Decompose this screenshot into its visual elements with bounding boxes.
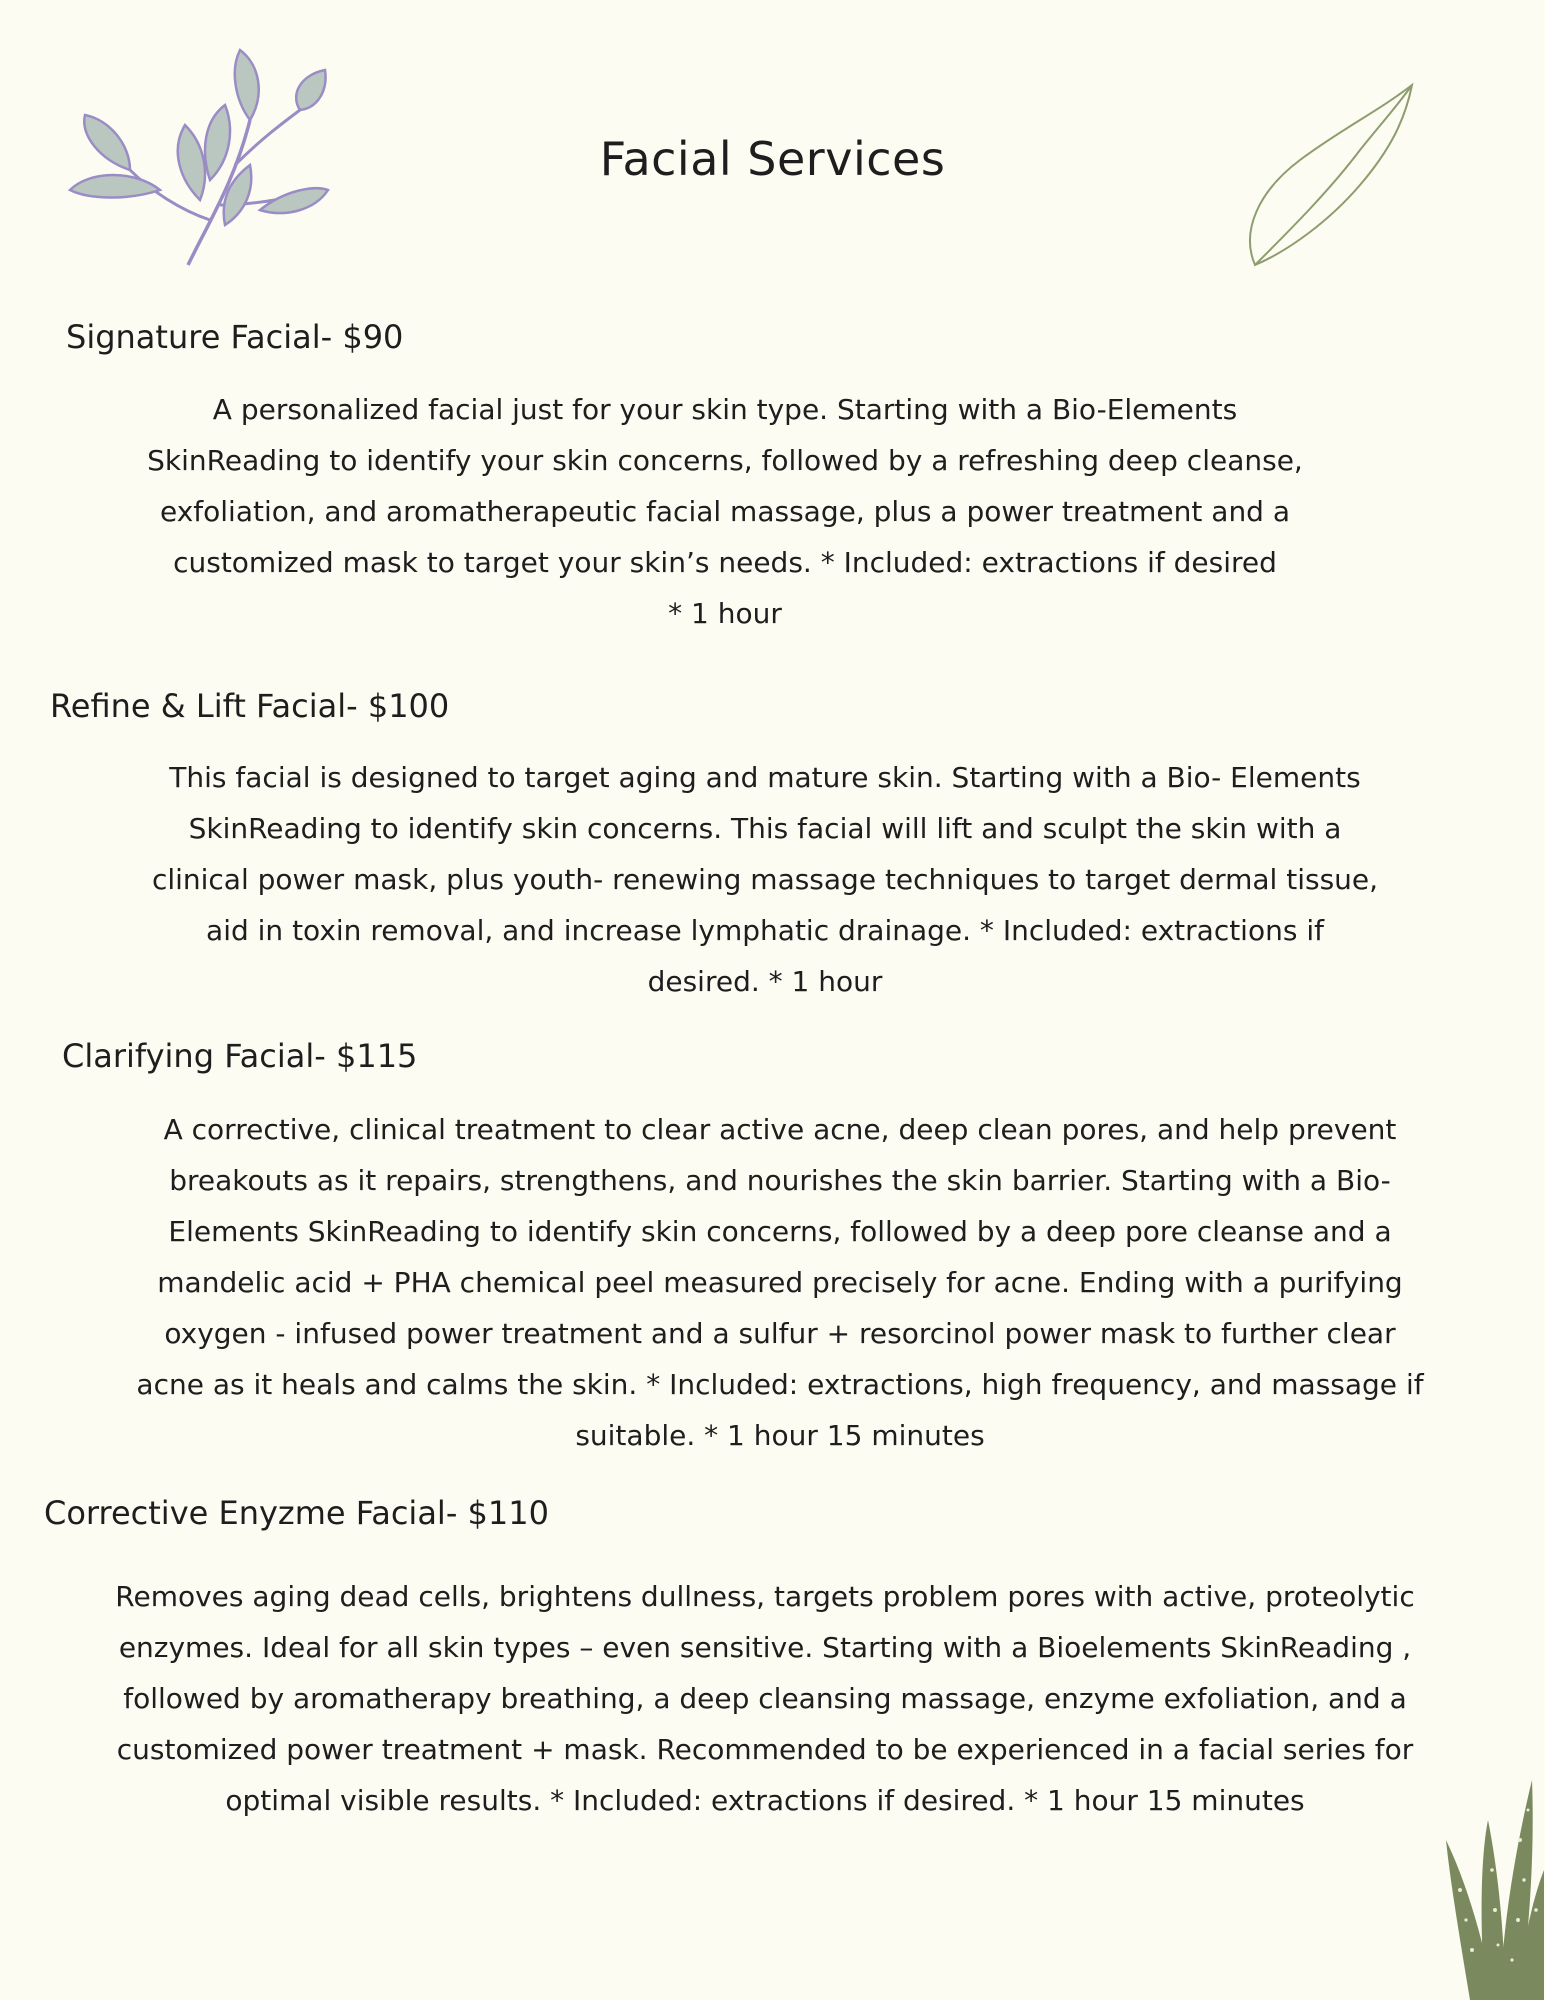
description-line: A personalized facial just for your skin type. Starting with a Bio-Elements [212,393,1238,426]
service-description-signature-facial [65,384,1385,639]
description-line: suitable. * 1 hour 15 minutes [575,1419,985,1452]
description-line: mandelic acid + PHA chemical peel measured precisely for acne. Ending with a purifying [157,1266,1403,1299]
service-heading-corrective-enzyme-facial: Corrective Enyzme Facial- $110 [44,1494,549,1532]
description-line: customized power treatment + mask. Recommended to be experienced in a facial series for [116,1733,1414,1766]
service-heading-signature-facial: Signature Facial- $90 [66,318,404,356]
description-line: SkinReading to identify your skin concerns, followed by a refreshing deep cleanse, [147,444,1303,477]
description-line: optimal visible results. * Included: extractions if desired. * 1 hour 15 minutes [225,1784,1305,1817]
service-heading-clarifying-facial: Clarifying Facial- $115 [62,1037,418,1075]
description-line: customized mask to target your skin’s needs. * Included: extractions if desired [173,546,1277,579]
description-line: exfoliation, and aromatherapeutic facial massage, plus a power treatment and a [159,495,1291,528]
description-line: breakouts as it repairs, strengthens, and nourishes the skin barrier. Starting with a Bio- [169,1164,1391,1197]
description-line: A corrective, clinical treatment to clear active acne, deep clean pores, and help prevent [163,1113,1397,1146]
description-line: acne as it heals and calms the skin. * Included: extractions, high frequency, and massage if [136,1368,1424,1401]
description-line: * 1 hour [668,597,782,630]
description-line: Elements SkinReading to identify skin concerns, followed by a deep pore cleanse and a [168,1215,1392,1248]
description-line: Removes aging dead cells, brightens dullness, targets problem pores with active, proteolytic [115,1580,1415,1613]
page-title: Facial Services [599,132,946,186]
description-line: desired. * 1 hour [647,965,883,998]
description-line: SkinReading to identify skin concerns. This facial will lift and sculpt the skin with a [188,812,1342,845]
service-description-clarifying-facial [45,1104,1515,1461]
description-line: aid in toxin removal, and increase lymphatic drainage. * Included: extractions if [206,914,1324,947]
description-line: clinical power mask, plus youth- renewing massage techniques to target dermal tissue, [151,863,1379,896]
description-line: This facial is designed to target aging and mature skin. Starting with a Bio- Elements [169,761,1361,794]
description-line: oxygen - infused power treatment and a sulfur + resorcinol power mask to further clear [164,1317,1396,1350]
service-description-refine-lift-facial [65,752,1465,1007]
service-heading-refine-lift-facial: Refine & Lift Facial- $100 [50,687,450,725]
description-line: enzymes. Ideal for all skin types – even sensitive. Starting with a Bioelements SkinReading , [118,1631,1412,1664]
service-description-corrective-enzyme-facial [30,1571,1500,1826]
description-line: followed by aromatherapy breathing, a deep cleansing massage, enzyme exfoliation, and a [123,1682,1407,1715]
